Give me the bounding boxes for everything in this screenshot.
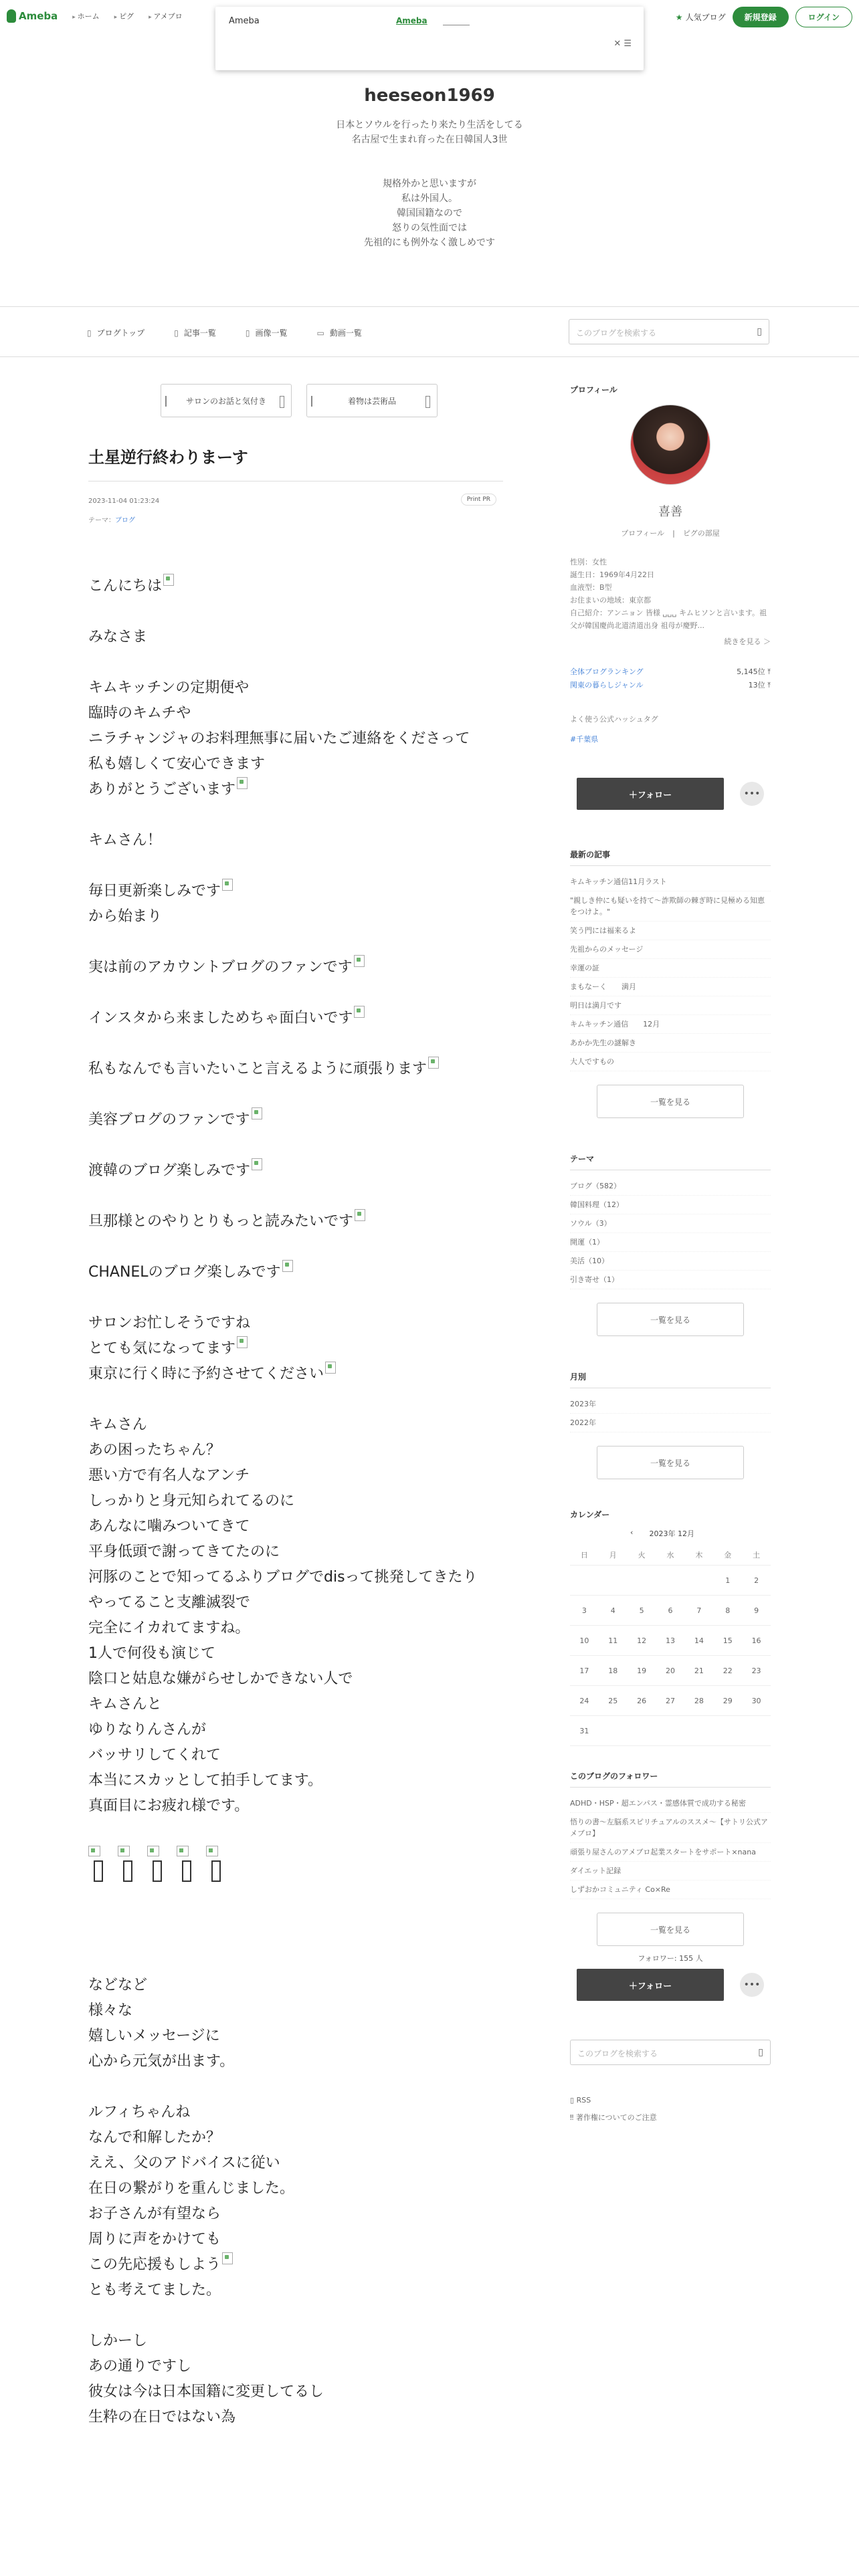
recent-item[interactable]: 明日は満月です xyxy=(570,996,771,1015)
entry-line: ゆりなりんさんが xyxy=(88,1721,207,1738)
stamp-row xyxy=(88,1846,503,1882)
calendar-day xyxy=(684,1566,713,1596)
ad-popup xyxy=(215,7,644,70)
calendar-day[interactable]: 10 xyxy=(570,1626,599,1656)
emoji-image xyxy=(237,1336,248,1348)
emoji-image xyxy=(354,1006,365,1018)
entry-line: ええ、父のアドバイスに従い xyxy=(88,2155,280,2171)
emoji-image xyxy=(428,1057,439,1069)
calendar-day[interactable]: 8 xyxy=(713,1596,742,1626)
profile-name[interactable]: 喜善 xyxy=(658,505,682,519)
calendar-day xyxy=(742,1716,771,1746)
calendar-prev-icon[interactable]: ‹ xyxy=(630,1528,634,1537)
entry-line: ありがとうございます xyxy=(88,777,503,802)
follower-item[interactable]: 頑張り屋さんのアメブロ起業スタートをサポート×nana xyxy=(570,1843,771,1862)
stamp-image xyxy=(118,1846,135,1882)
main-column xyxy=(88,384,503,2430)
entry-line: 美容ブログのファンです xyxy=(88,1107,503,1133)
month-list-button[interactable]: 一覧を見る xyxy=(597,1446,744,1479)
recent-item[interactable]: 大人ですもの xyxy=(570,1053,771,1071)
crown-icon: ★ xyxy=(675,12,683,22)
calendar-day[interactable]: 6 xyxy=(656,1596,685,1626)
entry-line: 河豚のことで知ってるふりブログでdisって挑発してきたり xyxy=(88,1569,478,1586)
month-list xyxy=(570,1395,771,1432)
follower-item[interactable]: ADHD・HSP・超エンパス・霊感体質で成功する秘密 xyxy=(570,1794,771,1813)
calendar-day[interactable]: 12 xyxy=(628,1626,656,1656)
calendar-day[interactable]: 26 xyxy=(628,1686,656,1716)
entry-line: なんで和解したか？ xyxy=(88,2129,221,2146)
entry-line: 彼女は今は日本国籍に変更してるし xyxy=(88,2383,324,2400)
entry-line: 嬉しいメッセージに xyxy=(88,2028,220,2044)
calendar-day[interactable]: 30 xyxy=(742,1686,771,1716)
emoji-image xyxy=(222,879,233,891)
entry-line: インスタから来ましためちゃ面白いです xyxy=(88,1006,503,1031)
paragraph-gap xyxy=(88,2303,503,2329)
pigg-room-link[interactable]: ピグの部屋 xyxy=(682,529,720,538)
recent-list xyxy=(570,873,771,1071)
entry-line: 真面目にお疲れ様です。 xyxy=(88,1798,250,1814)
follower-item[interactable]: ダイエット記録 xyxy=(570,1862,771,1881)
month-heading: 月別 xyxy=(570,1371,771,1388)
paragraph-gap xyxy=(88,1285,503,1311)
emoji-image xyxy=(237,777,248,789)
entry-line: この先応援もしよう xyxy=(88,2252,503,2278)
calendar-day[interactable]: 20 xyxy=(656,1656,685,1686)
nav-blog-top[interactable]: ▯ ブログトップ xyxy=(87,328,145,338)
paragraph-gap xyxy=(88,1235,503,1260)
calendar-day xyxy=(599,1716,628,1746)
ameba-logo[interactable]: Ameba xyxy=(7,9,58,23)
calendar-day[interactable]: 14 xyxy=(684,1626,713,1656)
calendar-day[interactable]: 17 xyxy=(570,1656,599,1686)
calendar-day[interactable]: 1 xyxy=(713,1566,742,1596)
paragraph-gap xyxy=(88,853,503,879)
profile-link[interactable]: プロフィール xyxy=(621,529,665,538)
login-button[interactable]: ログイン xyxy=(795,7,852,27)
entry-line: 渡韓のブログ楽しみです xyxy=(88,1158,503,1184)
recent-item[interactable]: まもなーく 満月 xyxy=(570,978,771,996)
calendar-day[interactable]: 18 xyxy=(599,1656,628,1686)
calendar-day[interactable]: 15 xyxy=(713,1626,742,1656)
profile-info: 性別：女性 誕生日：1969年4月22日 血液型：B型 お住まいの地域：東京都 自己紹介：アンニョン 皆様 ␣␣␣ キムヒソンと言います。祖父が韓国慶尚北道清道出身 祖母が慶野... xyxy=(570,558,767,630)
blog-description: 日本とソウルを行ったり来たり生活をしてる 名古屋で生まれ育った在日韓国人3世 規格外かと思いますが 私は外国人。 韓国国籍なので 怒りの気性面では 先祖的にも例外なく激しめです xyxy=(336,120,523,248)
rss-icon: ▯ xyxy=(570,2096,577,2105)
entry-line: あの困ったちゃん？ xyxy=(88,1442,221,1459)
theme-heading: テーマ xyxy=(570,1153,771,1170)
sidebar-search-input[interactable]: このブログを検索する ▯ xyxy=(570,2040,771,2065)
theme-item[interactable]: ブログ（582） xyxy=(570,1177,771,1196)
calendar-day[interactable]: 13 xyxy=(656,1626,685,1656)
entry-line: ルフィちゃんね xyxy=(88,2104,191,2121)
followers-list xyxy=(570,1794,771,1899)
entry-line: サロンお忙しそうですね xyxy=(88,1315,251,1331)
blog-search-input[interactable]: このブログを検索する ▯ xyxy=(569,319,769,344)
calendar-weekday: 日 xyxy=(570,1545,599,1566)
recent-item[interactable]: "親しき仲にも疑いを持て〜詐欺師の棘ぎ時に見極める知恵をつけよ。" xyxy=(570,891,771,922)
entry-date: 2023-11-04 01:23:24 xyxy=(88,498,160,505)
calendar-day[interactable]: 19 xyxy=(628,1656,656,1686)
followers-heading: このブログのフォロワー xyxy=(570,1770,771,1788)
entry-line: みなさま xyxy=(88,629,148,645)
calendar-weekday: 土 xyxy=(742,1545,771,1566)
calendar-day[interactable]: 7 xyxy=(684,1596,713,1626)
stamp-image xyxy=(147,1846,165,1882)
entry-theme-link[interactable]: ブログ xyxy=(115,517,135,524)
entry-line: から始まり xyxy=(88,908,163,925)
ad-underline xyxy=(443,16,470,25)
salon-story-button[interactable]: サロンのお話と気付き xyxy=(161,384,292,417)
entry-line: 実は前のアカウントブログのファンです xyxy=(88,955,503,980)
more-options-icon-bottom[interactable]: ••• xyxy=(740,1973,764,1997)
calendar-month: 2023年 12月 xyxy=(649,1529,694,1538)
emoji-image xyxy=(325,1362,336,1374)
overall-ranking-link[interactable]: 全体ブログランキング xyxy=(570,667,644,676)
follower-item[interactable]: しずおかコミュニティ Co×Re xyxy=(570,1881,771,1899)
entry-line: 心から元気が出ます。 xyxy=(88,2053,235,2070)
ranking: 全体ブログランキング 5,145位 ⤒ 関東の暮らしジャンル 13位 ⤒ xyxy=(570,665,771,692)
entry-line: 悪い方で有名人なアンチ xyxy=(88,1467,250,1484)
entry-line: 東京に行く時に予約させてください xyxy=(88,1362,503,1387)
entry-line: あの通りですし xyxy=(88,2358,192,2375)
calendar-day[interactable]: 5 xyxy=(628,1596,656,1626)
paragraph-gap xyxy=(88,2074,503,2100)
recent-heading: 最新の記事 xyxy=(570,849,771,866)
recent-item[interactable]: あかか先生の謎解き xyxy=(570,1034,771,1053)
calendar-day[interactable]: 23 xyxy=(742,1656,771,1686)
theme-item[interactable]: 韓国料理（12） xyxy=(570,1196,771,1214)
calendar-day[interactable]: 31 xyxy=(570,1716,599,1746)
follower-count: フォロワー: 155 人 xyxy=(638,1954,703,1963)
calendar-weekday: 月 xyxy=(599,1545,628,1566)
popular-blog-link[interactable]: ★ 人気ブログ xyxy=(675,12,726,22)
genre-ranking-link[interactable]: 関東の暮らしジャンル xyxy=(570,681,644,689)
theme-item[interactable]: 美活（10） xyxy=(570,1252,771,1271)
emoji-image xyxy=(355,1209,365,1221)
home-icon: ▯ xyxy=(87,328,92,338)
nav-image-list[interactable]: ▯ 画像一覧 xyxy=(245,328,288,338)
month-item[interactable]: 2022年 xyxy=(570,1414,771,1432)
entry-line: ニラチャンジャのお料理無事に届いたご連絡をくださって xyxy=(88,730,470,747)
calendar-day[interactable]: 3 xyxy=(570,1596,599,1626)
calendar-day xyxy=(656,1566,685,1596)
entry-line: 1人で何役も演じて xyxy=(88,1645,215,1662)
emoji-image xyxy=(252,1158,262,1170)
recent-item[interactable]: 笑う門には福来るよ xyxy=(570,922,771,940)
stamp-image xyxy=(206,1846,223,1882)
entry-line: 在日の繋がりを重んじました。 xyxy=(88,2180,295,2197)
theme-list xyxy=(570,1177,771,1289)
entry-meta xyxy=(88,498,503,505)
entry-line: キムさん！ xyxy=(88,832,162,849)
entry-title[interactable]: 土星逆行終わりまーす xyxy=(88,444,503,481)
entry-line: あんなに噛みついてきて xyxy=(88,1518,250,1535)
entry-line: しかーし xyxy=(88,2333,148,2349)
entry-line: 本当にスカッとして拍手してます。 xyxy=(88,1772,323,1789)
entry-line: しっかりと身元知られてるのに xyxy=(88,1493,295,1509)
calendar-day[interactable]: 28 xyxy=(684,1686,713,1716)
paragraph-gap xyxy=(88,1133,503,1158)
entry-line: 完全にイカれてますね。 xyxy=(88,1620,250,1636)
calendar-weekday: 火 xyxy=(628,1545,656,1566)
theme-list-button[interactable]: 一覧を見る xyxy=(597,1303,744,1336)
more-options-icon[interactable]: ••• xyxy=(740,782,764,806)
theme-item[interactable]: ソウル（3） xyxy=(570,1214,771,1233)
entry-body xyxy=(88,574,503,1819)
stamp-image xyxy=(177,1846,194,1882)
hashtag-link[interactable]: #千葉県 xyxy=(570,735,599,744)
calendar-weekday: 金 xyxy=(713,1545,742,1566)
entry-line: 様々な xyxy=(88,2002,133,2019)
entry-line: バッサリしてくれて xyxy=(88,1747,221,1763)
kimono-button[interactable]: 着物は芸術品 xyxy=(306,384,438,417)
gnav-home[interactable]: ▸ ホーム xyxy=(72,11,99,21)
recent-item[interactable]: 幸運の証 xyxy=(570,959,771,978)
entry-line: などなど xyxy=(88,1977,148,1994)
entry-line: 臨時のキムチや xyxy=(88,705,191,722)
entry-theme: テーマ：ブログ xyxy=(88,517,135,524)
follow-button-bottom[interactable]: ＋フォロー xyxy=(577,1969,724,2001)
sidebar-footer xyxy=(570,2092,771,2127)
calendar-day[interactable]: 27 xyxy=(656,1686,685,1716)
nav-video-list[interactable]: ▭ 動画一覧 xyxy=(316,328,362,338)
month-item[interactable]: 2023年 xyxy=(570,1395,771,1414)
follow-button[interactable]: ＋フォロー xyxy=(577,778,724,810)
calendar-day xyxy=(570,1566,599,1596)
copyright-link[interactable]: ‼ 著作権についてのご注意 xyxy=(570,2113,657,2122)
calendar-day xyxy=(656,1716,685,1746)
paragraph-gap xyxy=(88,1082,503,1107)
entry-line: お子さんが有望なら xyxy=(88,2206,221,2222)
calendar-day xyxy=(599,1566,628,1596)
entry-line: とも考えてました。 xyxy=(88,2282,221,2298)
hashtag-section: よく使う公式ハッシュタグ #千葉県 xyxy=(570,714,771,744)
blog-title[interactable]: heeseon1969 xyxy=(364,86,495,106)
entry-line: 周りに声をかけても xyxy=(88,2231,221,2248)
entry-line: キムさん xyxy=(88,1416,147,1433)
entry-line: 平身低頭で謝ってきてたのに xyxy=(88,1543,280,1560)
calendar-day xyxy=(713,1716,742,1746)
list-icon: ▯ xyxy=(174,328,179,338)
calendar-day[interactable]: 2 xyxy=(742,1566,771,1596)
entry-line: CHANELのブログ楽しみです xyxy=(88,1260,503,1285)
entry-line: こんにちは xyxy=(88,574,503,599)
paragraph-gap xyxy=(88,650,503,675)
entry-line: 私もなんでも言いたいこと言えるように頑張ります xyxy=(88,1057,503,1082)
paragraph-gap xyxy=(88,599,503,625)
warning-icon: ‼ xyxy=(570,2113,576,2122)
ad-link[interactable]: Ameba xyxy=(396,16,427,25)
calendar-day[interactable]: 22 xyxy=(713,1656,742,1686)
followers-list-button[interactable]: 一覧を見る xyxy=(597,1913,744,1946)
follower-item[interactable]: 悟りの書〜左脳系スピリチュアルのススメ〜【サトリ公式アメブロ】 xyxy=(570,1813,771,1843)
recent-item[interactable]: 先祖からのメッセージ xyxy=(570,940,771,959)
calendar-day xyxy=(628,1716,656,1746)
calendar-weekday: 木 xyxy=(684,1545,713,1566)
image-icon: ▯ xyxy=(245,328,250,338)
gnav-pigg[interactable]: ▸ ピグ xyxy=(114,11,134,21)
print-pr-badge[interactable]: Print PR xyxy=(461,494,496,506)
entry-line: 生粋の在日ではない為 xyxy=(88,2409,236,2426)
entry-line: キムキッチンの定期便や xyxy=(88,679,250,696)
entry-line: 私も嬉しくて安心できます xyxy=(88,756,266,772)
video-icon: ▭ xyxy=(316,328,324,338)
ad-label: Ameba xyxy=(229,16,260,26)
calendar-day[interactable]: 29 xyxy=(713,1686,742,1716)
sidebar: プロフィール 喜善 プロフィール | ピグの部屋 性別：女性 誕生日：1969年4月22日 血液型：B型 お住まいの地域：東京都 自己紹介：アンニョン 皆様 ␣␣␣ キムヒソンと言います。祖父が韓国慶尚北道清道出身 祖母が慶野... 続きを見る ＞ 全体ブログランキング 5,145位 ⤒ 関東の暮らしジャンル 13位 ⤒ よく使う公式ハッシュタグ #千葉県 ＋フォロー ••• 最新の記事 キムキッチン通信11月ラスト "親しき仲にも疑いを持て〜詐欺師の棘ぎ時に見極める知恵をつけよ。" 笑う門には福来るよ 先祖からのメッセージ 幸運の証 まもなーく 満月 明日は満月です キムキッチン通信 12月 あかか先生の謎解き 大人ですもの 一覧を見る テーマ ブログ（582） 韓国料理（12） ソウル（3） 開運（1） 美活（10） 引き寄せ（1） 一覧を見る 月別 2023年 2022年 一覧を見る カレンダー ‹ 2023年 12月 日 月 火 水 木 金 土 1 2 3 4 5 6 7 8 9 10 11 12 13 14 15 16 17 18 19 20 21 22 23 24 25 26 27 28 29 30 31 このブログのフォロワー ADHD・HSP・超エンパス・霊感体質で成功する秘密 悟りの書〜左脳系スピリチュアルのススメ〜【サトリ公式アメブロ】 頑張り屋さんのアメブロ起業スタートをサポート×nana ダイエット記録 しずおかコミュニティ Co×Re 一覧を見る フォロワー: 155 人 ＋フォロー ••• このブログを検索する ▯ ▯ RSS ‼ 著作権についてのご注意 xyxy=(570,384,771,2127)
recent-list-button[interactable]: 一覧を見る xyxy=(597,1085,744,1118)
search-icon[interactable]: ▯ xyxy=(758,2047,763,2058)
emoji-image xyxy=(282,1260,293,1272)
calendar-day[interactable]: 9 xyxy=(742,1596,771,1626)
theme-item[interactable]: 開運（1） xyxy=(570,1233,771,1252)
entry-body-continued xyxy=(88,1973,503,2430)
calendar-weekday: 水 xyxy=(656,1545,685,1566)
entry-line: キムさんと xyxy=(88,1696,162,1713)
search-icon[interactable]: ▯ xyxy=(757,326,762,337)
paragraph-gap xyxy=(88,1031,503,1057)
global-nav xyxy=(72,11,183,21)
recent-item[interactable]: キムキッチン通信 12月 xyxy=(570,1015,771,1034)
calendar-day[interactable]: 11 xyxy=(599,1626,628,1656)
calendar-day xyxy=(684,1716,713,1746)
entry-line: とても気になってます xyxy=(88,1336,503,1362)
emoji-image xyxy=(163,574,174,586)
emoji-image xyxy=(222,2252,233,2264)
stamp-image xyxy=(88,1846,106,1882)
recent-item[interactable]: キムキッチン通信11月ラスト xyxy=(570,873,771,891)
ameba-logo-icon xyxy=(7,9,16,23)
calendar-day[interactable]: 16 xyxy=(742,1626,771,1656)
profile-heading: プロフィール xyxy=(570,385,617,395)
paragraph-gap xyxy=(88,802,503,828)
rss-link[interactable]: ▯ RSS xyxy=(570,2096,591,2105)
entry-line: 陰口と姑息な嫌がらせしかできない人で xyxy=(88,1671,353,1687)
entry-line: 毎日更新楽しみです xyxy=(88,879,503,904)
emoji-image xyxy=(252,1107,262,1119)
paragraph-gap xyxy=(88,1387,503,1412)
calendar-day xyxy=(628,1566,656,1596)
calendar-day[interactable]: 24 xyxy=(570,1686,599,1716)
avatar[interactable] xyxy=(630,405,710,485)
nav-entry-list[interactable]: ▯ 記事一覧 xyxy=(174,328,216,338)
calendar-day[interactable]: 25 xyxy=(599,1686,628,1716)
emoji-image xyxy=(354,955,365,967)
gnav-ameblo[interactable]: ▸ アメブロ xyxy=(149,11,183,21)
calendar-grid xyxy=(570,1545,771,1746)
calendar-day[interactable]: 21 xyxy=(684,1656,713,1686)
paragraph-gap xyxy=(88,930,503,955)
paragraph-gap xyxy=(88,1184,503,1209)
calendar-day[interactable]: 4 xyxy=(599,1596,628,1626)
theme-item[interactable]: 引き寄せ（1） xyxy=(570,1271,771,1289)
signup-button[interactable]: 新規登録 xyxy=(733,7,789,27)
profile-more-link[interactable]: 続きを見る ＞ xyxy=(724,637,771,646)
entry-line: 旦那様とのやりとりもっと読みたいです xyxy=(88,1209,503,1235)
paragraph-gap xyxy=(88,980,503,1006)
blog-nav-bar xyxy=(0,306,859,357)
calendar-heading: カレンダー xyxy=(570,1510,610,1519)
entry-line: やってること支離滅裂で xyxy=(88,1594,251,1611)
ad-close-icon[interactable]: ✕ ☰ xyxy=(613,39,632,49)
